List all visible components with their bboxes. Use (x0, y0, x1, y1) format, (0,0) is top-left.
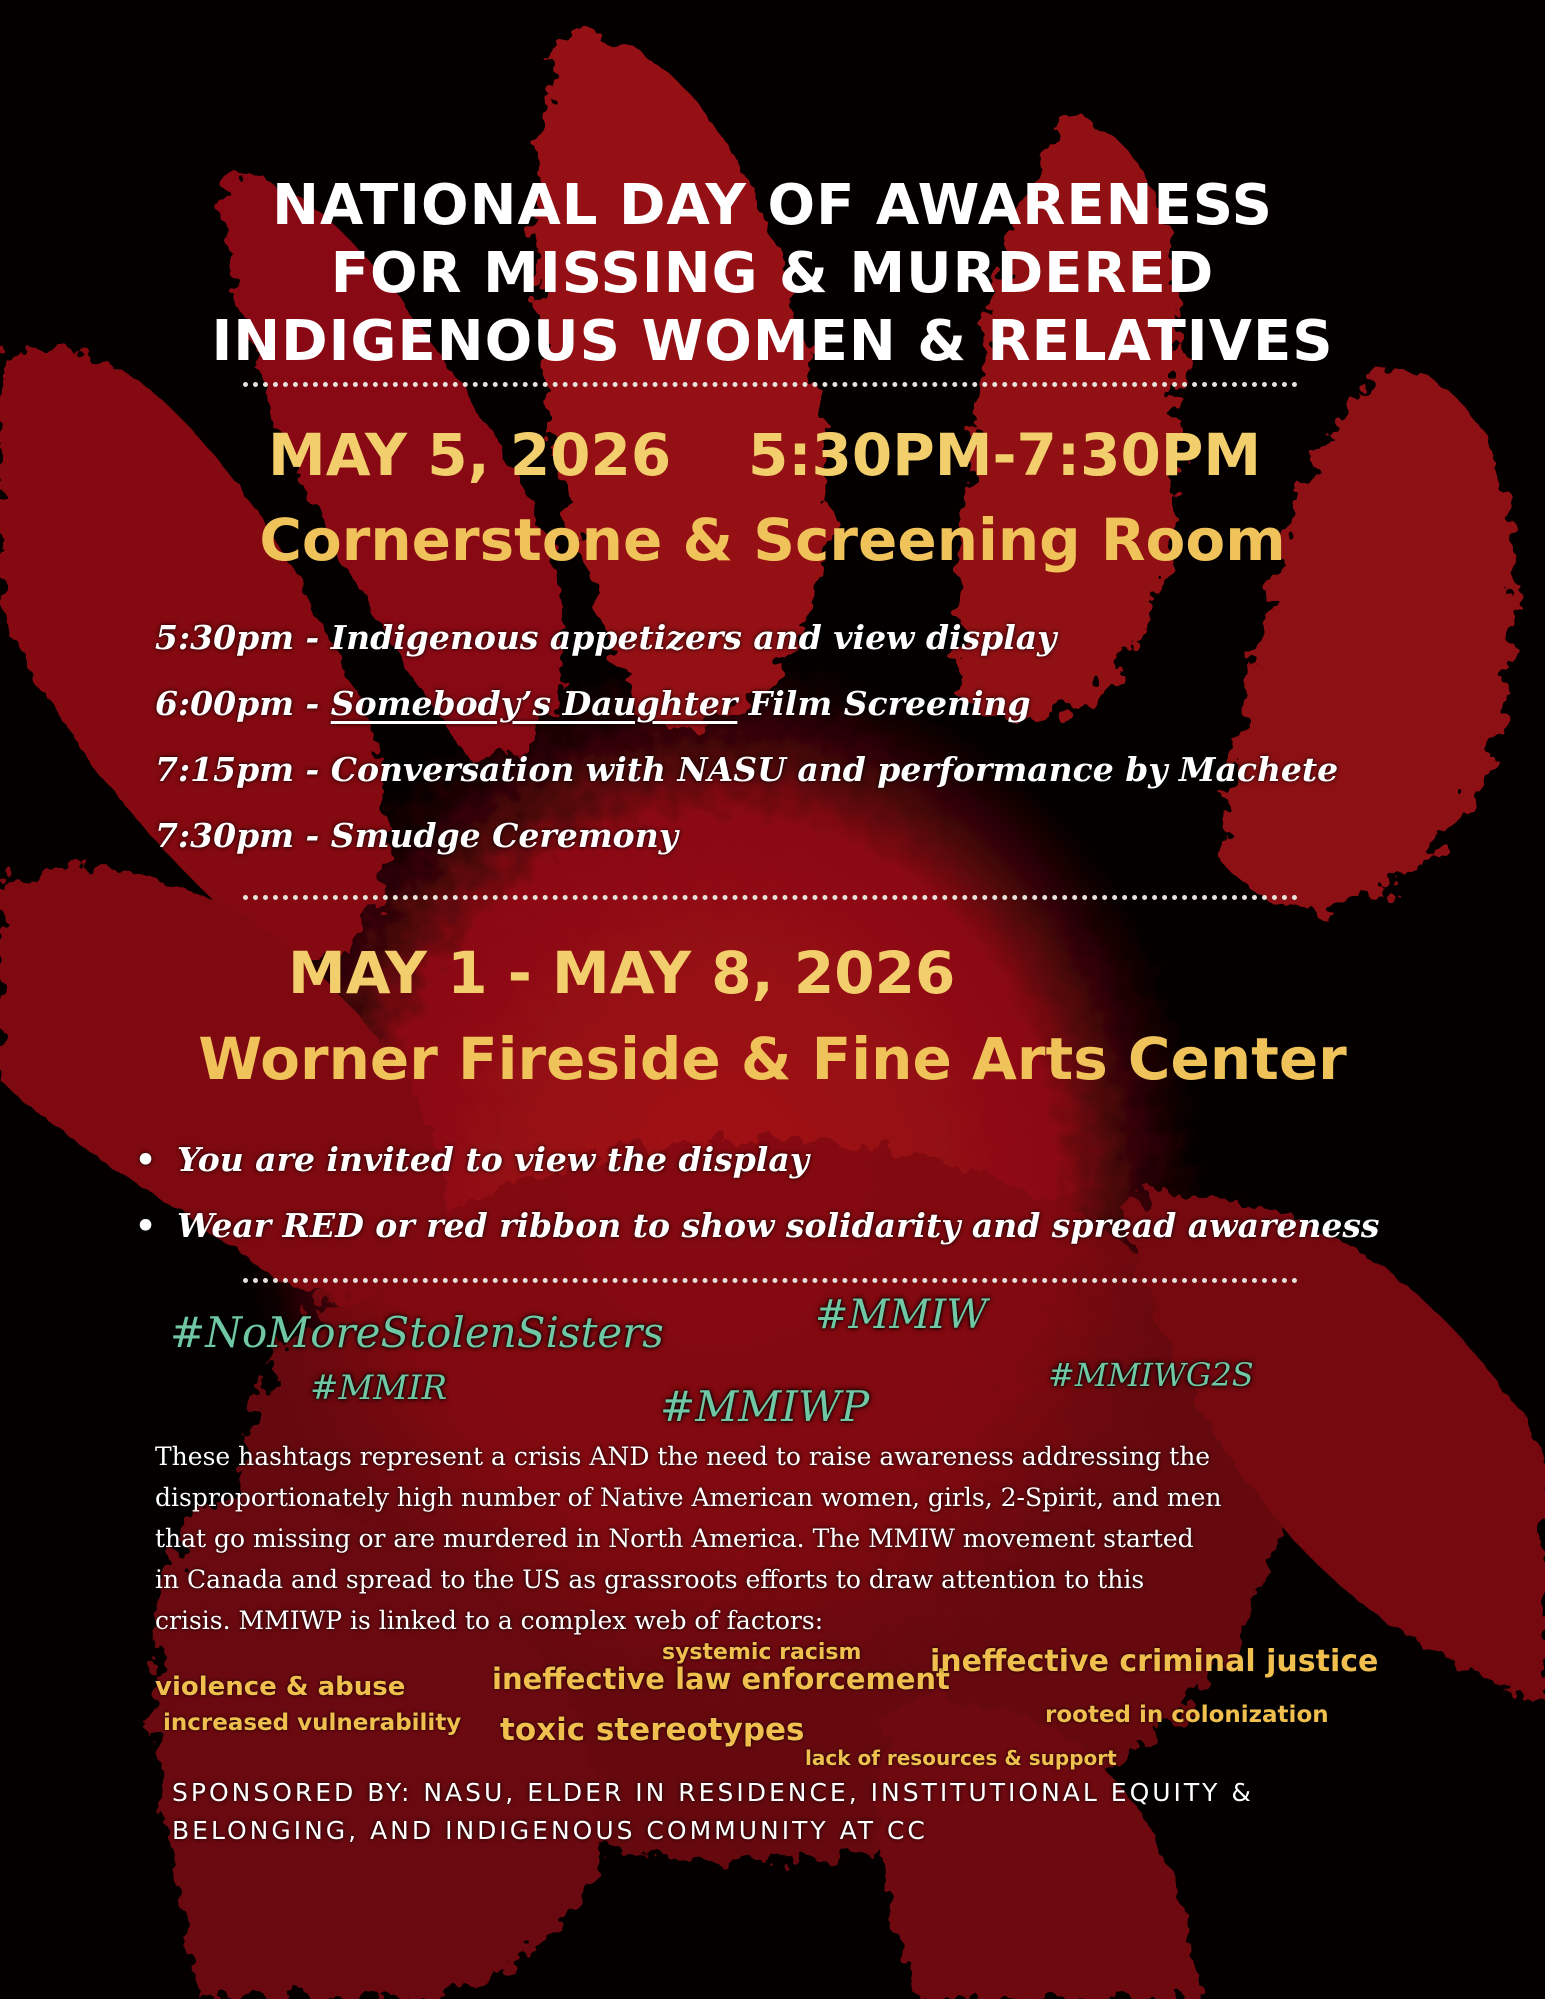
schedule-sep: - (294, 618, 331, 657)
title-line-2: FOR MISSING & MURDERED (330, 241, 1215, 306)
bullet-text: Wear RED or red ribbon to show solidarity and spread awareness (177, 1206, 1380, 1245)
sponsor-line: BELONGING, AND INDIGENOUS COMMUNITY AT CC (172, 1816, 928, 1845)
title-line-3: INDIGENOUS WOMEN & RELATIVES (211, 309, 1334, 374)
hashtag-mmiwp: #MMIWP (660, 1382, 870, 1431)
film-title: Somebody’s Daughter (330, 684, 738, 723)
schedule-time: 5:30pm (155, 618, 295, 657)
factor-lack-resources: lack of resources & support (805, 1746, 1117, 1770)
description (155, 1436, 1395, 1641)
factor-toxic-stereotypes: toxic stereotypes (500, 1712, 805, 1748)
factor-ineffective-law: ineffective law enforcement (492, 1662, 950, 1696)
schedule-time: 7:15pm (155, 750, 295, 789)
bullet-icon: • (135, 1206, 157, 1245)
hashtag-nomorestolensisters: #NoMoreStolenSisters (170, 1308, 664, 1357)
schedule-item-4 (155, 816, 678, 856)
schedule-text: Smudge Ceremony (330, 816, 678, 855)
sponsor-line: SPONSORED BY: NASU, ELDER IN RESIDENCE, INSTITUTIONAL EQUITY & (172, 1778, 1254, 1807)
schedule-item-1 (155, 618, 1056, 658)
schedule-text: Indigenous appetizers and view display (330, 618, 1057, 657)
event1-time: 5:30PM-7:30PM (748, 421, 1262, 489)
description-line: crisis. MMIWP is linked to a complex web of factors: (155, 1606, 824, 1635)
bullet-item-1 (135, 1140, 809, 1180)
hashtag-mmiw: #MMIW (815, 1292, 988, 1338)
event2-location: Worner Fireside & Fine Arts Center (198, 1025, 1347, 1093)
bullet-item-2 (135, 1206, 1380, 1246)
schedule-text: Film Screening (737, 684, 1031, 723)
description-line: These hashtags represent a crisis AND the need to raise awareness addressing the (155, 1442, 1211, 1471)
divider-3 (243, 1278, 1298, 1283)
bullet-text: You are invited to view the display (177, 1140, 809, 1179)
event1-date: MAY 5, 2026 (268, 421, 672, 489)
hashtag-mmir: #MMIR (310, 1368, 448, 1408)
factor-ineffective-justice: ineffective criminal justice (930, 1644, 1379, 1679)
schedule-time: 6:00pm (155, 684, 295, 723)
factor-increased-vulnerability: increased vulnerability (163, 1710, 462, 1736)
hashtag-mmiwg2s: #MMIWG2S (1048, 1356, 1254, 1394)
event2-dates: MAY 1 - MAY 8, 2026 (288, 939, 956, 1007)
schedule-sep: - (294, 750, 331, 789)
factor-systemic-racism: systemic racism (662, 1640, 862, 1665)
factor-violence-abuse: violence & abuse (155, 1672, 406, 1702)
schedule-sep: - (294, 816, 331, 855)
divider-2 (243, 895, 1298, 900)
divider-1 (243, 382, 1298, 387)
bullet-icon: • (135, 1140, 157, 1179)
schedule-sep: - (294, 684, 331, 723)
schedule-text: Conversation with NASU and performance by Machete (330, 750, 1339, 789)
description-line: disproportionately high number of Native American women, girls, 2-Spirit, and men (155, 1483, 1222, 1512)
schedule-item-2 (155, 684, 1031, 724)
description-line: that go missing or are murdered in North America. The MMIW movement started (155, 1524, 1194, 1553)
sponsor-credit (172, 1774, 1422, 1850)
schedule-time: 7:30pm (155, 816, 295, 855)
schedule-item-3 (155, 750, 1338, 790)
event1-location: Cornerstone & Screening Room (259, 506, 1286, 574)
factor-rooted-colonization: rooted in colonization (1045, 1702, 1329, 1728)
title-line-1: NATIONAL DAY OF AWARENESS (272, 173, 1273, 238)
description-line: in Canada and spread to the US as grassroots efforts to draw attention to this (155, 1565, 1145, 1594)
